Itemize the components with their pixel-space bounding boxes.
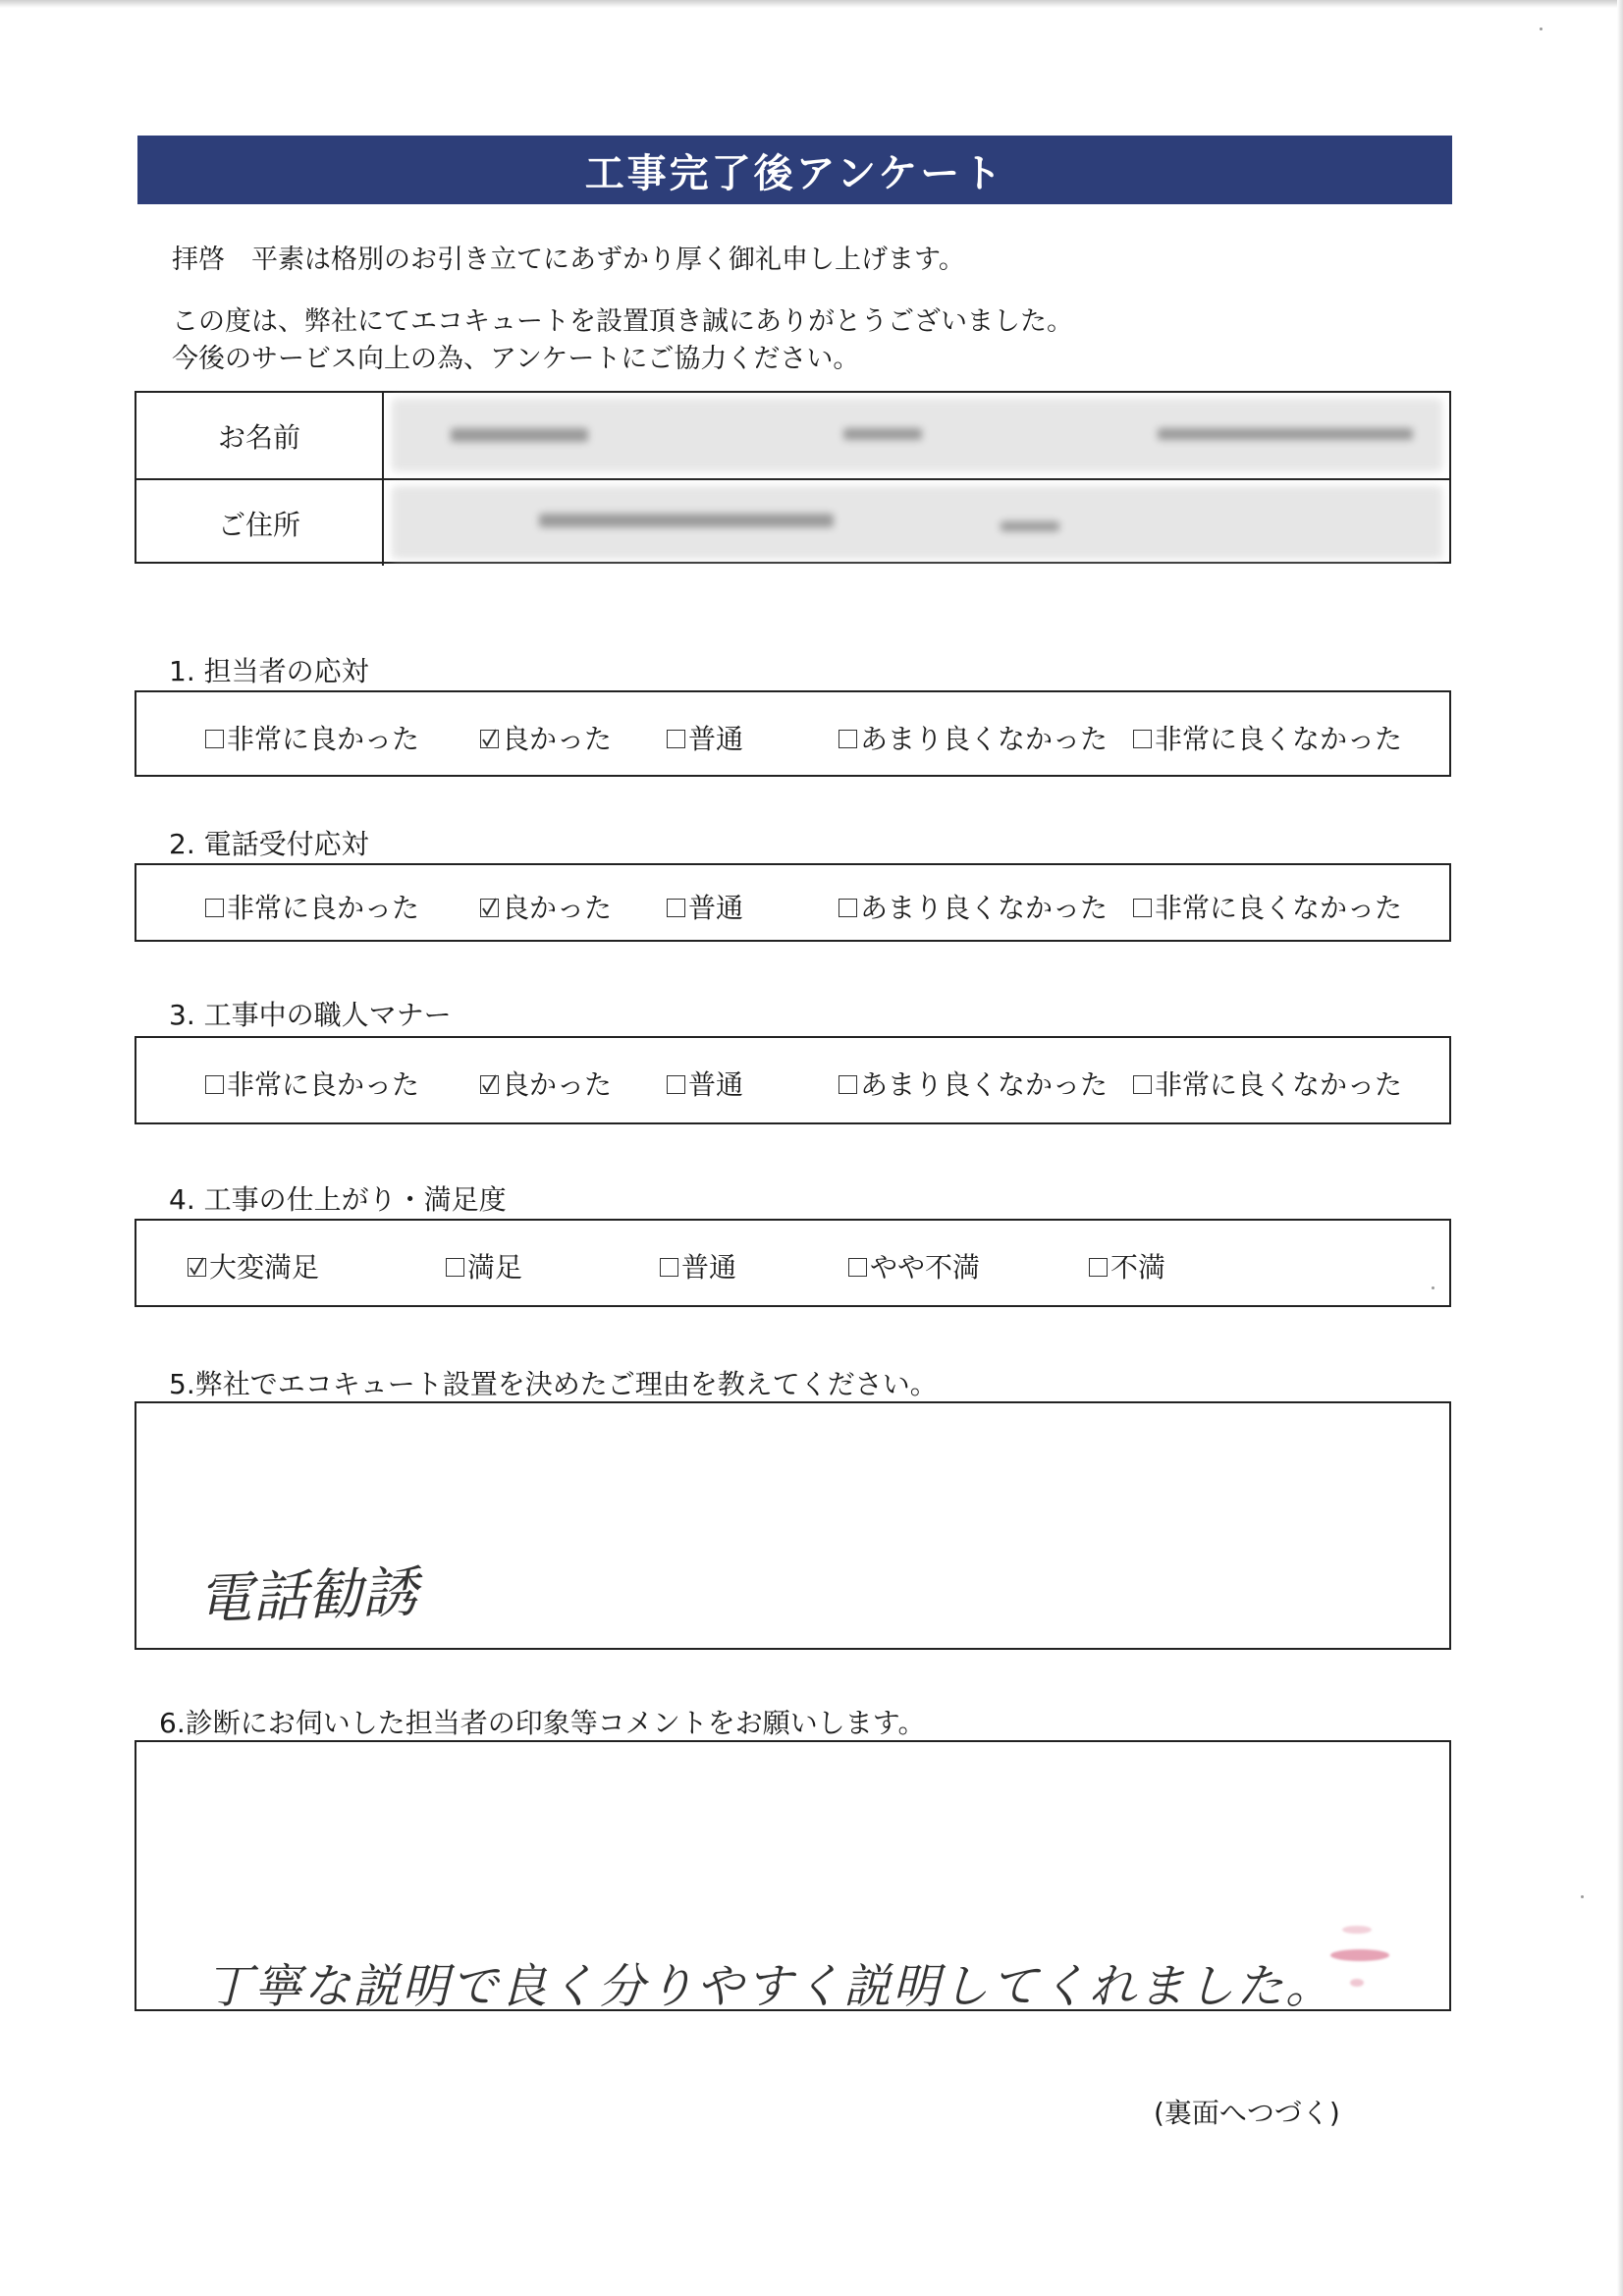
q3-option-not-good[interactable]: あまり良くなかった xyxy=(839,1064,1108,1103)
q1-option-average[interactable]: 普通 xyxy=(667,718,743,757)
q4-option-very-satisfied[interactable]: 大変満足 xyxy=(188,1246,319,1285)
question-5-answer-box[interactable] xyxy=(135,1401,1451,1650)
q3-option-average[interactable]: 普通 xyxy=(667,1064,743,1103)
q5-handwritten-answer: 電話勧誘 xyxy=(196,1560,419,1632)
q3-option-very-bad[interactable]: 非常に良くなかった xyxy=(1133,1064,1402,1103)
scan-edge-shadow xyxy=(0,0,1623,8)
checkbox-empty-icon xyxy=(446,1258,464,1277)
q3-option-good[interactable]: 良かった xyxy=(480,1064,612,1103)
survey-title: 工事完了後アンケート xyxy=(137,136,1452,204)
question-5-label: 5.弊社でエコキュート設置を決めたご理由を教えてください。 xyxy=(169,1368,938,1400)
checkbox-checked-icon xyxy=(480,899,499,917)
question-3-options xyxy=(135,1036,1451,1124)
q4-option-satisfied[interactable]: 満足 xyxy=(446,1246,522,1285)
q6-handwritten-answer: 丁寧な説明で良く分りやすく説明してくれました。 xyxy=(205,1959,1335,2014)
checkbox-empty-icon xyxy=(1089,1258,1108,1277)
checkbox-empty-icon xyxy=(1133,899,1152,917)
q2-option-good[interactable]: 良かった xyxy=(480,887,612,926)
faint-stamp-mark xyxy=(1321,1920,1399,1998)
q4-option-somewhat-dissatisfied[interactable]: やや不満 xyxy=(848,1246,980,1285)
q2-option-very-bad[interactable]: 非常に良くなかった xyxy=(1133,887,1402,926)
question-1-label: 1. 担当者の応対 xyxy=(169,655,369,687)
q2-option-average[interactable]: 普通 xyxy=(667,887,743,926)
request-line: 今後のサービス向上の為、アンケートにご協力ください。 xyxy=(172,344,860,374)
redacted-address xyxy=(392,486,1442,559)
checkbox-empty-icon xyxy=(205,1075,224,1094)
question-3-label: 3. 工事中の職人マナー xyxy=(169,999,452,1031)
checkbox-empty-icon xyxy=(667,730,685,748)
address-row xyxy=(136,478,1449,566)
redacted-name xyxy=(392,399,1442,471)
name-row xyxy=(136,393,1449,478)
q1-option-not-good[interactable]: あまり良くなかった xyxy=(839,718,1108,757)
checkbox-checked-icon xyxy=(480,1075,499,1094)
q2-option-very-good[interactable]: 非常に良かった xyxy=(205,887,419,926)
checkbox-empty-icon xyxy=(848,1258,867,1277)
checkbox-empty-icon xyxy=(205,899,224,917)
customer-info-table xyxy=(135,391,1451,564)
question-4-label: 4. 工事の仕上がり・満足度 xyxy=(169,1183,507,1216)
checkbox-checked-icon xyxy=(480,730,499,748)
continued-on-back-note: (裏面へつづく) xyxy=(1154,2097,1340,2129)
checkbox-empty-icon xyxy=(667,1075,685,1094)
q1-option-good[interactable]: 良かった xyxy=(480,718,612,757)
checkbox-empty-icon xyxy=(667,899,685,917)
q4-option-dissatisfied[interactable]: 不満 xyxy=(1089,1246,1165,1285)
name-label: お名前 xyxy=(136,393,384,478)
question-4-options xyxy=(135,1219,1451,1307)
q1-option-very-good[interactable]: 非常に良かった xyxy=(205,718,419,757)
thanks-line: この度は、弊社にてエコキュートを設置頂き誠にありがとうございました。 xyxy=(172,306,1073,337)
scan-speck xyxy=(1581,1895,1584,1898)
checkbox-empty-icon xyxy=(839,1075,857,1094)
question-2-label: 2. 電話受付応対 xyxy=(169,828,369,860)
question-2-options xyxy=(135,863,1451,942)
q4-option-average[interactable]: 普通 xyxy=(660,1246,736,1285)
checkbox-checked-icon xyxy=(188,1258,206,1277)
question-6-label: 6.診断にお伺いした担当者の印象等コメントをお願いします。 xyxy=(159,1707,926,1739)
scan-speck xyxy=(1540,27,1542,30)
q1-option-very-bad[interactable]: 非常に良くなかった xyxy=(1133,718,1402,757)
checkbox-empty-icon xyxy=(1133,730,1152,748)
q2-option-not-good[interactable]: あまり良くなかった xyxy=(839,887,1108,926)
checkbox-empty-icon xyxy=(660,1258,678,1277)
scan-speck xyxy=(1432,1286,1434,1289)
greeting-line: 拝啓 平素は格別のお引き立てにあずかり厚く御礼申し上げます。 xyxy=(172,245,965,275)
checkbox-empty-icon xyxy=(1133,1075,1152,1094)
checkbox-empty-icon xyxy=(205,730,224,748)
q3-option-very-good[interactable]: 非常に良かった xyxy=(205,1064,419,1103)
address-label: ご住所 xyxy=(136,480,384,566)
scan-edge-shadow-right xyxy=(1617,0,1623,2296)
question-1-options xyxy=(135,690,1451,777)
checkbox-empty-icon xyxy=(839,899,857,917)
checkbox-empty-icon xyxy=(839,730,857,748)
question-6-answer-box[interactable] xyxy=(135,1740,1451,2014)
